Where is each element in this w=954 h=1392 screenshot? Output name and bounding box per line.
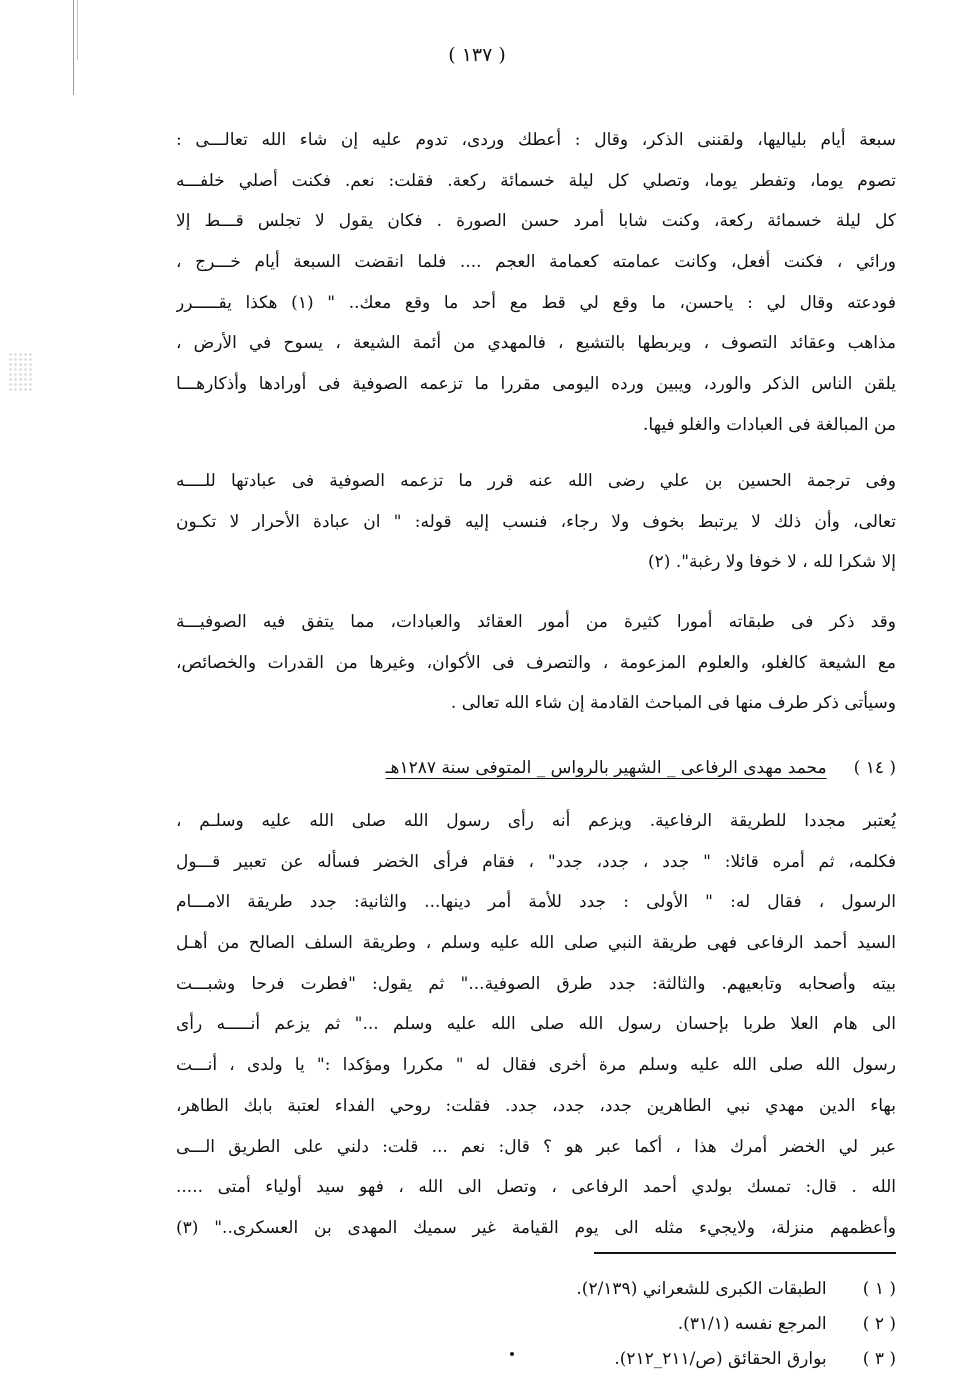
footnote-item — [430, 1307, 896, 1342]
text-line: عبر لي الخضر أمرك هذا ، أكما عبر هو ؟ قال: نعم ... قلت: دلني على الطريق الـــى — [176, 1136, 896, 1157]
footnote-number: ( ١ ) — [862, 1279, 896, 1299]
text-line: إلا شكرا لله ، لا خوفا ولا رغبة". (٢) — [648, 552, 896, 573]
text-line: من المبالغة فى العبادات والغلو فيها. — [642, 414, 896, 435]
footnotes — [430, 1272, 896, 1377]
text-line: وسيأتى ذكر طرف منها فى المباحث القادمة إن شاء الله تعالى . — [450, 693, 896, 714]
text-line: ورائي ، فكنت أفعل، وكانت عمامته كعمامة العجم .... فلما انقضت السبعة أيام خـــرج ، — [176, 252, 896, 273]
footnote-text: الطبقات الكبرى للشعراني (٢/١٣٩). — [576, 1279, 827, 1299]
text-line: رسول الله صلى الله عليه وسلم مرة أخرى فقال له " مكررا ومؤكدا :" يا ولدى ، أنـــت — [176, 1055, 896, 1076]
text-line: وفى ترجمة الحسين بن علي رضى الله عنه قرر ما تزعمه الصوفية فى عبادتها للــــه — [176, 471, 896, 491]
section-heading — [340, 751, 896, 785]
text-line: مع الشيعة كالغلو، والعلوم المزعومة ، والتصرف فى الأكوان، وغيرها من القدرات والخصائص، — [176, 652, 896, 673]
text-line: تصوم يوما، وتفطر يوما، وتصلي كل ليلة خسمائة ركعة. فقلت: نعم. فكنت أصلي خلفـــه — [176, 170, 896, 191]
footnote-item — [430, 1272, 896, 1307]
section-title: محمد مهدى الرفاعى _ الشهير بالرواس _ المتوفى سنة ١٢٨٧هـ — [385, 758, 827, 778]
page-number: ( ١٣٧ ) — [448, 44, 506, 66]
footnote-number: ( ٣ ) — [862, 1349, 896, 1369]
footnote-text: المرجع نفسه (٣١/١). — [677, 1314, 827, 1334]
text-line: فودعته وقال لي : ياحسن، ما وقع لي قط مع أحد ما وقع معك.. " (١) هكذا يقـــــرر — [176, 292, 896, 313]
text-line: كل ليلة خسمائة ركعة، وكنت شابا أمرد حسن الصورة . فكان يقول لا تجلس قـــط إلا — [176, 211, 896, 232]
text-line: فكلمه، ثم أمره قائلا: " جدد ، جدد، جدد" ، فقام فرأى الخضر فسأله عن تعبير قـــول — [176, 851, 896, 872]
paragraph-3 — [176, 602, 896, 724]
footnote-number: ( ٢ ) — [862, 1314, 896, 1334]
footnote-divider — [594, 1252, 896, 1254]
paragraph-1 — [176, 120, 896, 446]
section-number: ( ١٤ ) — [853, 758, 896, 778]
text-line: مذاهب وعقائد التصوف ، ويربطها بالتشيع ، فالمهدي من أئمة الشيعة ، يسوح في الأرض ، — [176, 333, 896, 354]
text-line: وقد ذكر فى طبقاته أمورا كثيرة من أمور العقائد والعبادات، مما يتفق فيه الصوفيـــة — [176, 612, 896, 632]
text-line: يلقن الناس الذكر والورد، ويبين ورده اليومى مقررا ما تزعمه الصوفية فى أورادها وأذكارهـــا — [176, 374, 896, 395]
scan-noise — [8, 352, 34, 392]
text-line: تعالى، وأن ذلك لا يرتبط بخوف ولا رجاء، فنسب إليه قوله: " ان عبادة الأحرار لا تكـون — [176, 511, 896, 532]
paragraph-2 — [176, 461, 896, 583]
text-line: بهاء الدين مهدي نبي الطاهرين جدد، جدد، جدد. فقلت: روحي الفداء لعتبة بابك الطاهر، — [176, 1095, 896, 1116]
text-line: الى هام العلا طربا بإحسان رسول الله صلى الله عليه وسلم ..." ثم يزعم أنـــــه رأى — [176, 1014, 896, 1035]
stray-dot — [510, 1352, 514, 1356]
footnote-text: بوارق الحقائق (ص/٢١١_٢١٢). — [614, 1349, 827, 1369]
paragraph-5 — [176, 801, 896, 1249]
footnote-item — [430, 1342, 896, 1377]
text-line: سبعة أيام بلياليها، ولقننى الذكر، وقال : أعطك وردى، تدوم عليه إن شاء الله تعالـــى : — [176, 130, 896, 150]
text-line: الرسول ، فقال له: " الأولى : جدد للأمة أمر دينها... والثانية: جدد طريقة الامـــام — [176, 892, 896, 913]
text-line: يُعتبر مجددا للطريقة الرفاعية. ويزعم أنه رأى رسول الله صلى الله عليه وسلـم ، — [176, 811, 896, 831]
text-line: بيته وأصحابه وتابعيهم. والثالثة: جدد طرق الصوفية..." ثم يقول: "فطرت فرحا وشبـــت — [176, 973, 896, 994]
text-line: الله . قال: تمسك بولدي أحمد الرفاعى ، وتصل الى الله ، فهو سيد أولياء أمتى ..... — [176, 1177, 896, 1198]
text-line: السيد أحمد الرفاعى فهى طريقة النبي صلى الله عليه وسلم ، وطريقة السلف الصالح من أهـل — [176, 933, 896, 954]
text-line: وأعظمهم منزلة، ولايجيء مثله الى يوم القيامة غير سميك المهدى بن العسكرى.." (٣) — [176, 1217, 896, 1238]
